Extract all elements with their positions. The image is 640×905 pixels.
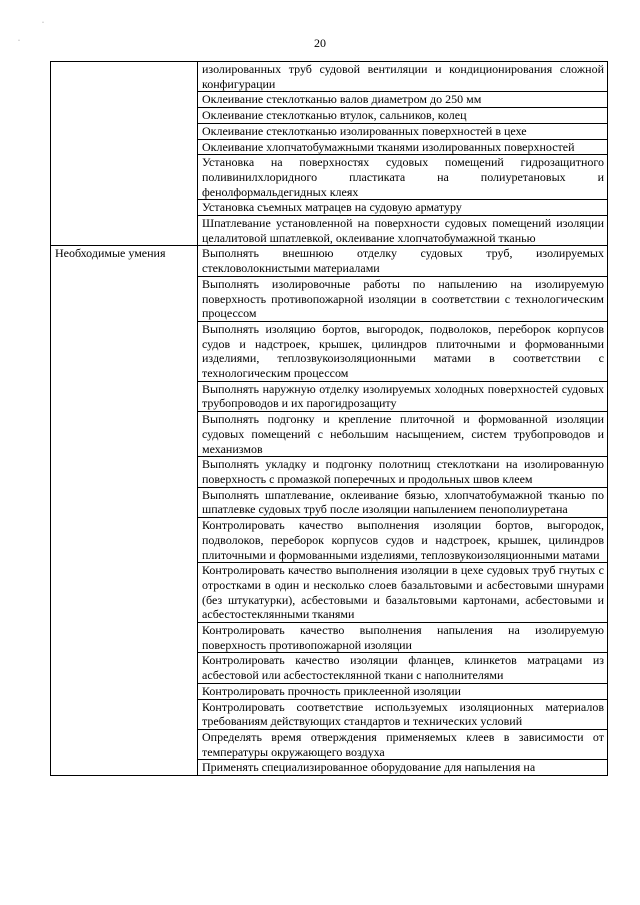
list-item: Контролировать прочность приклеенной изоляции	[198, 683, 608, 699]
requirements-table	[50, 61, 608, 776]
list-item: изолированных труб судовой вентиляции и кондиционирования сложной конфигурации	[198, 62, 608, 92]
list-item: Выполнять подгонку и крепление плиточной и формованной изоляции судовых помещений с небольшим насыщением, систем трубопроводов и механизмов	[198, 412, 608, 457]
list-item: Выполнять шпатлевание, оклеивание бязью, хлопчатобумажной тканью по шпатлевке судовых труб после изоляции напылением пенополиуретана	[198, 487, 608, 517]
table-row	[51, 246, 608, 276]
list-item: Контролировать качество выполнения изоляции в цехе судовых труб гнутых с отростками в один и несколько слоев базальтовыми и асбестовыми шнурами (без штукатурки), асбестовыми и базальтовыми картонами, асбестовыми и асбестостеклянными тканями	[198, 563, 608, 623]
list-item: Выполнять изолировочные работы по напылению на изолируемую поверхность противопожарной изоляции в соответствии с технологическим процессом	[198, 276, 608, 321]
scan-speck: ·	[18, 38, 20, 44]
list-item: Выполнять изоляцию бортов, выгородок, подволоков, переборок корпусов судов и надстроек, крышек, цилиндров плиточными и формованными изделиями, теплозвукоизоляционными матами в соответствии с технологическим процессом	[198, 321, 608, 381]
list-item: Контролировать соответствие используемых изоляционных материалов требованиям действующих стандартов и технических условий	[198, 699, 608, 729]
skills-label: Необходимые умения	[51, 246, 198, 776]
list-item: Выполнять укладку и подгонку полотнищ стеклоткани на изолированную поверхность с промазкой поперечных и продольных швов клеем	[198, 457, 608, 487]
list-item: Установка съемных матрацев на судовую арматуру	[198, 200, 608, 216]
list-item: Контролировать качество выполнения напыления на изолируемую поверхность противопожарной изоляции	[198, 623, 608, 653]
list-item: Оклеивание стеклотканью изолированных поверхностей в цехе	[198, 123, 608, 139]
list-item: Контролировать качество изоляции фланцев, клинкетов матрацами из асбестовой или асбестостеклянной ткани с наполнителями	[198, 653, 608, 683]
list-item: Выполнять наружную отделку изолируемых холодных поверхностей судовых трубопроводов и их парогидрозащиту	[198, 381, 608, 411]
list-item: Контролировать качество выполнения изоляции бортов, выгородок, подволоков, переборок корпусов судов и надстроек, крышек, цилиндров плиточными и формованными изделиями, теплозвукоизоляционными матами	[198, 518, 608, 563]
page-number: 20	[314, 36, 326, 50]
list-item: Установка на поверхностях судовых помещений гидрозащитного поливинилхлоридного пластиката на полиуретановых и фенолформальдегидных клеях	[198, 155, 608, 200]
list-item: Определять время отверждения применяемых клеев в зависимости от температуры окружающего воздуха	[198, 729, 608, 759]
empty-label-cell	[51, 62, 198, 246]
list-item: Шпатлевание установленной на поверхности судовых помещений изоляции целалитовой шпатлевкой, оклеивание хлопчатобумажной тканью	[198, 216, 608, 246]
list-item: Оклеивание хлопчатобумажными тканями изолированных поверхностей	[198, 139, 608, 155]
table-row	[51, 62, 608, 92]
list-item: Оклеивание стеклотканью втулок, сальников, колец	[198, 108, 608, 124]
list-item: Оклеивание стеклотканью валов диаметром до 250 мм	[198, 92, 608, 108]
list-item: Применять специализированное оборудование для напыления на	[198, 760, 608, 776]
list-item: Выполнять внешнюю отделку судовых труб, изолируемых стекловолокнистыми материалами	[198, 246, 608, 276]
scan-speck: ·	[42, 20, 44, 26]
